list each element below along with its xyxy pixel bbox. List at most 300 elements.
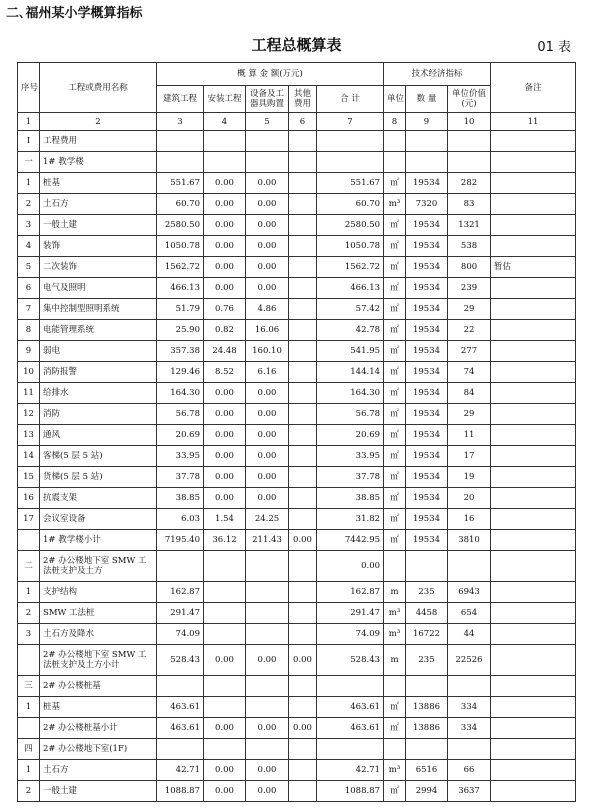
row-name: 支护结构	[40, 582, 157, 603]
row-qty: 19534	[406, 530, 448, 551]
row-qty: 7320	[406, 194, 448, 215]
header-unit: 单位	[384, 86, 406, 113]
row-qty: 13886	[406, 718, 448, 739]
row-unit: ㎡	[384, 467, 406, 488]
row-equipment: 0.00	[246, 236, 289, 257]
row-install: 0.82	[204, 320, 246, 341]
table-row	[18, 194, 576, 215]
row-equipment: 0.00	[246, 718, 289, 739]
row-building: 463.61	[157, 697, 204, 718]
row-unit: ㎡	[384, 362, 406, 383]
column-number: 6	[289, 113, 317, 131]
row-qty: 19534	[406, 257, 448, 278]
row-qty	[406, 152, 448, 173]
row-building: 60.70	[157, 194, 204, 215]
row-name: 客梯(5 层 5 站)	[40, 446, 157, 467]
row-equipment: 0.00	[246, 194, 289, 215]
row-total: 463.61	[317, 697, 384, 718]
row-equipment	[246, 551, 289, 582]
row-other	[289, 624, 317, 645]
row-building: 2580.50	[157, 215, 204, 236]
row-equipment	[246, 152, 289, 173]
row-building: 6.03	[157, 509, 204, 530]
row-unit-value	[448, 676, 491, 697]
row-seq: 16	[18, 488, 40, 509]
row-install: 8.52	[204, 362, 246, 383]
row-remark	[491, 362, 576, 383]
table-row	[18, 404, 576, 425]
row-equipment: 16.06	[246, 320, 289, 341]
row-install: 0.00	[204, 278, 246, 299]
row-total: 60.70	[317, 194, 384, 215]
row-name: 二次装饰	[40, 257, 157, 278]
row-unit-value	[448, 551, 491, 582]
row-unit-value: 282	[448, 173, 491, 194]
row-other	[289, 173, 317, 194]
row-qty: 19534	[406, 404, 448, 425]
column-number: 4	[204, 113, 246, 131]
row-unit-value: 66	[448, 760, 491, 781]
row-other	[289, 760, 317, 781]
row-total: 56.78	[317, 404, 384, 425]
row-install: 0.00	[204, 194, 246, 215]
row-install	[204, 152, 246, 173]
table-row	[18, 320, 576, 341]
row-equipment: 0.00	[246, 173, 289, 194]
row-seq: 6	[18, 278, 40, 299]
row-qty: 19534	[406, 278, 448, 299]
table-row	[18, 624, 576, 645]
row-other	[289, 404, 317, 425]
row-seq	[18, 718, 40, 739]
row-total: 551.67	[317, 173, 384, 194]
row-seq: 10	[18, 362, 40, 383]
row-building: 20.69	[157, 425, 204, 446]
row-unit	[384, 551, 406, 582]
row-unit: ㎡	[384, 446, 406, 467]
row-equipment: 0.00	[246, 404, 289, 425]
row-other	[289, 320, 317, 341]
row-qty: 235	[406, 645, 448, 676]
row-unit: ㎡	[384, 341, 406, 362]
row-name: 1# 教学楼小计	[40, 530, 157, 551]
row-remark	[491, 781, 576, 802]
row-total: 0.00	[317, 551, 384, 582]
row-equipment: 0.00	[246, 760, 289, 781]
row-name: 电气及照明	[40, 278, 157, 299]
row-unit: ㎡	[384, 697, 406, 718]
row-other	[289, 194, 317, 215]
row-qty: 19534	[406, 509, 448, 530]
table-row	[18, 530, 576, 551]
row-remark	[491, 488, 576, 509]
row-install: 0.00	[204, 257, 246, 278]
row-seq: 四	[18, 739, 40, 760]
row-qty: 4458	[406, 603, 448, 624]
row-total: 144.14	[317, 362, 384, 383]
row-building: 25.90	[157, 320, 204, 341]
row-name: 装饰	[40, 236, 157, 257]
row-building: 129.46	[157, 362, 204, 383]
row-equipment: 4.86	[246, 299, 289, 320]
column-number: 7	[317, 113, 384, 131]
row-other	[289, 383, 317, 404]
header-qty: 数 量	[406, 86, 448, 113]
row-remark	[491, 582, 576, 603]
row-building: 51.79	[157, 299, 204, 320]
row-remark	[491, 299, 576, 320]
row-other	[289, 739, 317, 760]
row-seq: 二	[18, 551, 40, 582]
row-install: 0.00	[204, 215, 246, 236]
section-title: 二､福州某小学概算指标	[6, 6, 143, 21]
row-qty: 19534	[406, 320, 448, 341]
row-total: 1088.87	[317, 781, 384, 802]
row-unit-value: 29	[448, 299, 491, 320]
row-name: 会议室设备	[40, 509, 157, 530]
row-unit: ㎡	[384, 257, 406, 278]
row-total	[317, 676, 384, 697]
row-other: 0.00	[289, 718, 317, 739]
table-row	[18, 781, 576, 802]
row-seq: 11	[18, 383, 40, 404]
row-unit-value: 11	[448, 425, 491, 446]
row-unit: ㎡	[384, 173, 406, 194]
row-qty: 19534	[406, 488, 448, 509]
row-remark	[491, 760, 576, 781]
row-install: 0.00	[204, 404, 246, 425]
row-total: 1050.78	[317, 236, 384, 257]
row-name: 桩基	[40, 697, 157, 718]
row-name: 2# 办公楼桩基小计	[40, 718, 157, 739]
row-install: 0.00	[204, 781, 246, 802]
row-install: 0.00	[204, 173, 246, 194]
row-seq: 1	[18, 760, 40, 781]
row-name: 2# 办公楼地下室 SMW 工法桩支护及土方	[40, 551, 157, 582]
row-remark	[491, 425, 576, 446]
row-total: 164.30	[317, 383, 384, 404]
row-total: 466.13	[317, 278, 384, 299]
row-total	[317, 152, 384, 173]
row-name: 消防报警	[40, 362, 157, 383]
row-name: 电能管理系统	[40, 320, 157, 341]
row-unit-value: 6943	[448, 582, 491, 603]
row-unit-value: 1321	[448, 215, 491, 236]
row-building: 291.47	[157, 603, 204, 624]
table-row	[18, 341, 576, 362]
row-equipment: 0.00	[246, 278, 289, 299]
row-unit-value: 74	[448, 362, 491, 383]
row-other	[289, 152, 317, 173]
table-row	[18, 215, 576, 236]
row-building: 38.85	[157, 488, 204, 509]
row-seq: 1	[18, 582, 40, 603]
row-total: 162.87	[317, 582, 384, 603]
header-total: 合 计	[317, 86, 384, 113]
row-qty: 235	[406, 582, 448, 603]
row-remark	[491, 446, 576, 467]
table-row	[18, 467, 576, 488]
row-unit-value: 19	[448, 467, 491, 488]
row-unit: ㎡	[384, 509, 406, 530]
row-qty: 13886	[406, 697, 448, 718]
row-total: 31.82	[317, 509, 384, 530]
header-seq: 序号	[18, 63, 40, 113]
row-equipment: 24.25	[246, 509, 289, 530]
row-other	[289, 551, 317, 582]
row-unit-value: 22526	[448, 645, 491, 676]
table-row	[18, 697, 576, 718]
row-other	[289, 446, 317, 467]
row-qty: 19534	[406, 299, 448, 320]
row-name: 2# 办公楼地下室(1F)	[40, 739, 157, 760]
row-unit-value: 44	[448, 624, 491, 645]
row-qty: 16722	[406, 624, 448, 645]
row-building: 1562.72	[157, 257, 204, 278]
row-name: SMW 工法桩	[40, 603, 157, 624]
row-total: 541.95	[317, 341, 384, 362]
table-row	[18, 383, 576, 404]
header-budget-group: 概 算 金 额(万元)	[157, 63, 384, 86]
row-seq: 8	[18, 320, 40, 341]
row-name: 弱电	[40, 341, 157, 362]
row-equipment: 0.00	[246, 488, 289, 509]
row-equipment	[246, 676, 289, 697]
row-unit-value: 17	[448, 446, 491, 467]
row-seq: 2	[18, 781, 40, 802]
table-row	[18, 446, 576, 467]
row-building	[157, 131, 204, 152]
row-unit: ㎡	[384, 781, 406, 802]
row-total: 528.43	[317, 645, 384, 676]
row-qty: 19534	[406, 467, 448, 488]
table-row	[18, 603, 576, 624]
row-seq: Ⅰ	[18, 131, 40, 152]
row-install: 0.00	[204, 760, 246, 781]
column-number: 3	[157, 113, 204, 131]
column-number: 11	[491, 113, 576, 131]
row-building: 528.43	[157, 645, 204, 676]
row-equipment	[246, 739, 289, 760]
row-remark	[491, 697, 576, 718]
row-install: 0.00	[204, 236, 246, 257]
row-unit-value	[448, 739, 491, 760]
row-unit	[384, 131, 406, 152]
row-unit: ㎡	[384, 404, 406, 425]
row-other	[289, 425, 317, 446]
row-remark	[491, 404, 576, 425]
row-building: 466.13	[157, 278, 204, 299]
row-other	[289, 299, 317, 320]
row-building: 164.30	[157, 383, 204, 404]
row-qty: 19534	[406, 425, 448, 446]
row-name: 2# 办公楼地下室 SMW 工法桩支护及土方小计	[40, 645, 157, 676]
row-unit: ㎡	[384, 320, 406, 341]
column-number: 9	[406, 113, 448, 131]
row-unit-value: 239	[448, 278, 491, 299]
row-unit-value: 800	[448, 257, 491, 278]
row-qty	[406, 739, 448, 760]
row-name: 一般土建	[40, 215, 157, 236]
row-remark	[491, 551, 576, 582]
row-install	[204, 739, 246, 760]
table-title: 工程总概算表	[251, 36, 342, 54]
row-equipment: 211.43	[246, 530, 289, 551]
table-row	[18, 299, 576, 320]
row-equipment: 0.00	[246, 383, 289, 404]
row-remark	[491, 739, 576, 760]
row-seq: 12	[18, 404, 40, 425]
row-name: 消防	[40, 404, 157, 425]
table-row	[18, 760, 576, 781]
row-seq: 2	[18, 603, 40, 624]
row-building	[157, 676, 204, 697]
row-building: 357.38	[157, 341, 204, 362]
row-qty	[406, 131, 448, 152]
row-install: 24.48	[204, 341, 246, 362]
table-row	[18, 173, 576, 194]
row-seq: 三	[18, 676, 40, 697]
row-qty: 19534	[406, 173, 448, 194]
table-row	[18, 582, 576, 603]
row-remark	[491, 236, 576, 257]
row-qty: 19534	[406, 362, 448, 383]
row-remark	[491, 131, 576, 152]
row-unit-value: 334	[448, 718, 491, 739]
row-seq	[18, 530, 40, 551]
column-number: 2	[40, 113, 157, 131]
row-seq: 2	[18, 194, 40, 215]
row-building: 33.95	[157, 446, 204, 467]
row-unit-value: 538	[448, 236, 491, 257]
row-building	[157, 739, 204, 760]
row-total: 37.78	[317, 467, 384, 488]
row-unit-value	[448, 152, 491, 173]
row-other	[289, 341, 317, 362]
row-name: 1# 教学楼	[40, 152, 157, 173]
table-row	[18, 131, 576, 152]
header-tech-group: 技术经济指标	[384, 63, 491, 86]
row-unit: ㎡	[384, 299, 406, 320]
table-row	[18, 509, 576, 530]
row-name: 集中控制型照明系统	[40, 299, 157, 320]
row-unit: m³	[384, 603, 406, 624]
row-unit: m	[384, 645, 406, 676]
row-qty: 19534	[406, 341, 448, 362]
row-qty: 19534	[406, 383, 448, 404]
row-other	[289, 603, 317, 624]
row-unit: m³	[384, 760, 406, 781]
row-other	[289, 582, 317, 603]
row-remark	[491, 215, 576, 236]
row-equipment: 160.10	[246, 341, 289, 362]
row-other	[289, 215, 317, 236]
row-remark	[491, 173, 576, 194]
row-qty: 6516	[406, 760, 448, 781]
row-install	[204, 624, 246, 645]
row-remark	[491, 676, 576, 697]
row-name: 给排水	[40, 383, 157, 404]
row-equipment: 0.00	[246, 645, 289, 676]
row-other	[289, 257, 317, 278]
row-other	[289, 676, 317, 697]
row-qty: 2994	[406, 781, 448, 802]
row-building: 162.87	[157, 582, 204, 603]
row-unit-value: 29	[448, 404, 491, 425]
table-number: 01 表	[537, 40, 571, 55]
row-unit: ㎡	[384, 236, 406, 257]
row-name: 土石方	[40, 760, 157, 781]
table-row	[18, 278, 576, 299]
row-total	[317, 131, 384, 152]
row-seq: 13	[18, 425, 40, 446]
row-equipment	[246, 131, 289, 152]
row-name: 一般土建	[40, 781, 157, 802]
row-unit-value: 22	[448, 320, 491, 341]
row-unit-value: 83	[448, 194, 491, 215]
row-total: 291.47	[317, 603, 384, 624]
row-qty: 19534	[406, 446, 448, 467]
row-name: 通风	[40, 425, 157, 446]
row-seq: 1	[18, 697, 40, 718]
row-seq: 9	[18, 341, 40, 362]
row-unit-value: 3810	[448, 530, 491, 551]
row-seq: 15	[18, 467, 40, 488]
row-name: 土石方及降水	[40, 624, 157, 645]
header-install: 安装工程	[204, 86, 246, 113]
row-unit: ㎡	[384, 383, 406, 404]
table-row	[18, 425, 576, 446]
row-install: 0.00	[204, 425, 246, 446]
row-install: 36.12	[204, 530, 246, 551]
table-row	[18, 718, 576, 739]
budget-table	[17, 62, 576, 802]
row-equipment: 6.16	[246, 362, 289, 383]
row-seq: 5	[18, 257, 40, 278]
row-other	[289, 697, 317, 718]
row-remark	[491, 624, 576, 645]
row-seq	[18, 645, 40, 676]
row-remark	[491, 341, 576, 362]
row-total: 38.85	[317, 488, 384, 509]
row-install	[204, 582, 246, 603]
row-remark	[491, 530, 576, 551]
row-total: 1562.72	[317, 257, 384, 278]
row-name: 工程费用	[40, 131, 157, 152]
row-name: 土石方	[40, 194, 157, 215]
row-other	[289, 362, 317, 383]
row-name: 2# 办公楼桩基	[40, 676, 157, 697]
row-seq: 7	[18, 299, 40, 320]
row-install: 1.54	[204, 509, 246, 530]
row-remark	[491, 645, 576, 676]
row-other: 0.00	[289, 530, 317, 551]
row-seq: 4	[18, 236, 40, 257]
row-building: 551.67	[157, 173, 204, 194]
row-install: 0.00	[204, 488, 246, 509]
row-name: 桩基	[40, 173, 157, 194]
row-unit: ㎡	[384, 425, 406, 446]
row-total: 57.42	[317, 299, 384, 320]
row-unit-value: 16	[448, 509, 491, 530]
row-install: 0.00	[204, 467, 246, 488]
row-total: 20.69	[317, 425, 384, 446]
row-remark	[491, 320, 576, 341]
table-row	[18, 645, 576, 676]
column-number: 1	[18, 113, 40, 131]
row-seq: 17	[18, 509, 40, 530]
row-other	[289, 488, 317, 509]
